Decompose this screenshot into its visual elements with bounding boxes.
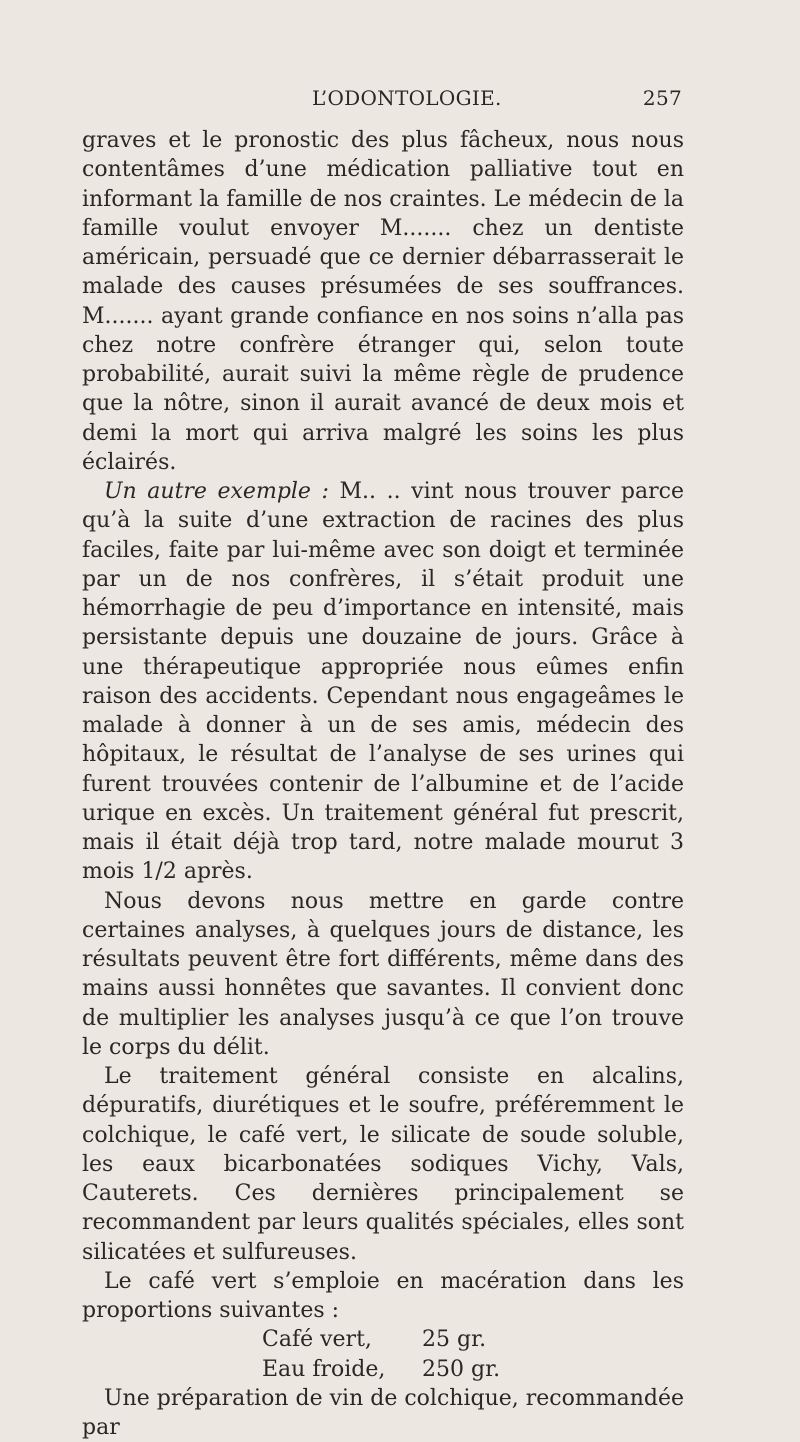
paragraph-2 xyxy=(82,477,684,887)
paragraph-6: Une préparation de vin de colchique, recommandée par xyxy=(82,1385,684,1440)
recipe-row xyxy=(82,1355,684,1384)
recipe-quantity: 250 gr. xyxy=(422,1356,501,1382)
paragraph-3: Nous devons nous mettre en garde contre certaines analyses, à quelques jours de distance, les résultats peuvent être fort différents, même dans des mains aussi honnêtes que savantes. Il convient donc de multiplier les analyses jusqu’à ce que l’on trouve le corps du délit. xyxy=(82,888,684,1060)
recipe-quantity: 25 gr. xyxy=(422,1327,487,1353)
paragraph-5: Le café vert s’emploie en macération dans les proportions suivantes : xyxy=(82,1268,684,1323)
recipe xyxy=(82,1325,684,1384)
paragraph-4: Le traitement général consiste en alcalins, dépuratifs, diurétiques et le soufre, préféremment le colchique, le café vert, le silicate de soude soluble, les eaux bicarbonatées sodiques Vichy, Vals, Cauterets. Ces dernières principalement se recommandent par leurs qualités spéciales, elles sont silicatées et sulfureuses. xyxy=(82,1064,684,1265)
paragraph-2-text: M.. .. vint nous trouver parce qu’à la suite d’une extraction de racines des plus faciles, faite par lui-même avec son doigt et terminée par un de nos confrères, il s’était produit une hémorrhagie de peu d’importance en intensité, mais persistante depuis une douzaine de jours. Grâce à une thérapeutique appropriée nous eûmes enfin raison des accidents. Cependant nous engageâmes le malade à donner à un de ses amis, médecin des hôpitaux, le résultat de l’analyse de ses urines qui furent trouvées contenir de l’albumine et de l’acide urique en excès. Un traitement général fut prescrit, mais il était déjà trop tard, notre malade mourut 3 mois 1/2 après. xyxy=(82,479,684,885)
body-text xyxy=(82,126,684,1442)
paragraph-1: graves et le pronostic des plus fâcheux, nous nous contentâmes d’une médication palliative tout en informant la famille de nos craintes. Le médecin de la famille voulut envoyer M....... chez un dentiste américain, persuadé que ce dernier débarrasserait le malade des causes présumées de ses souffrances. M....... ayant grande confiance en nos soins n’alla pas chez notre confrère étranger qui, selon toute probabilité, aurait suivi la même règle de prudence que la nôtre, sinon il aurait avancé de deux mois et demi la mort qui arriva malgré les soins les plus éclairés. xyxy=(82,128,684,475)
recipe-item: Café vert, xyxy=(262,1327,372,1353)
running-head xyxy=(82,86,682,116)
recipe-row xyxy=(82,1325,684,1354)
paragraph-2-lead: Un autre exemple : xyxy=(104,479,329,504)
recipe-item: Eau froide, xyxy=(262,1356,386,1382)
page-number: 257 xyxy=(642,86,682,110)
running-title: L’ODONTOLOGIE. xyxy=(312,86,502,110)
